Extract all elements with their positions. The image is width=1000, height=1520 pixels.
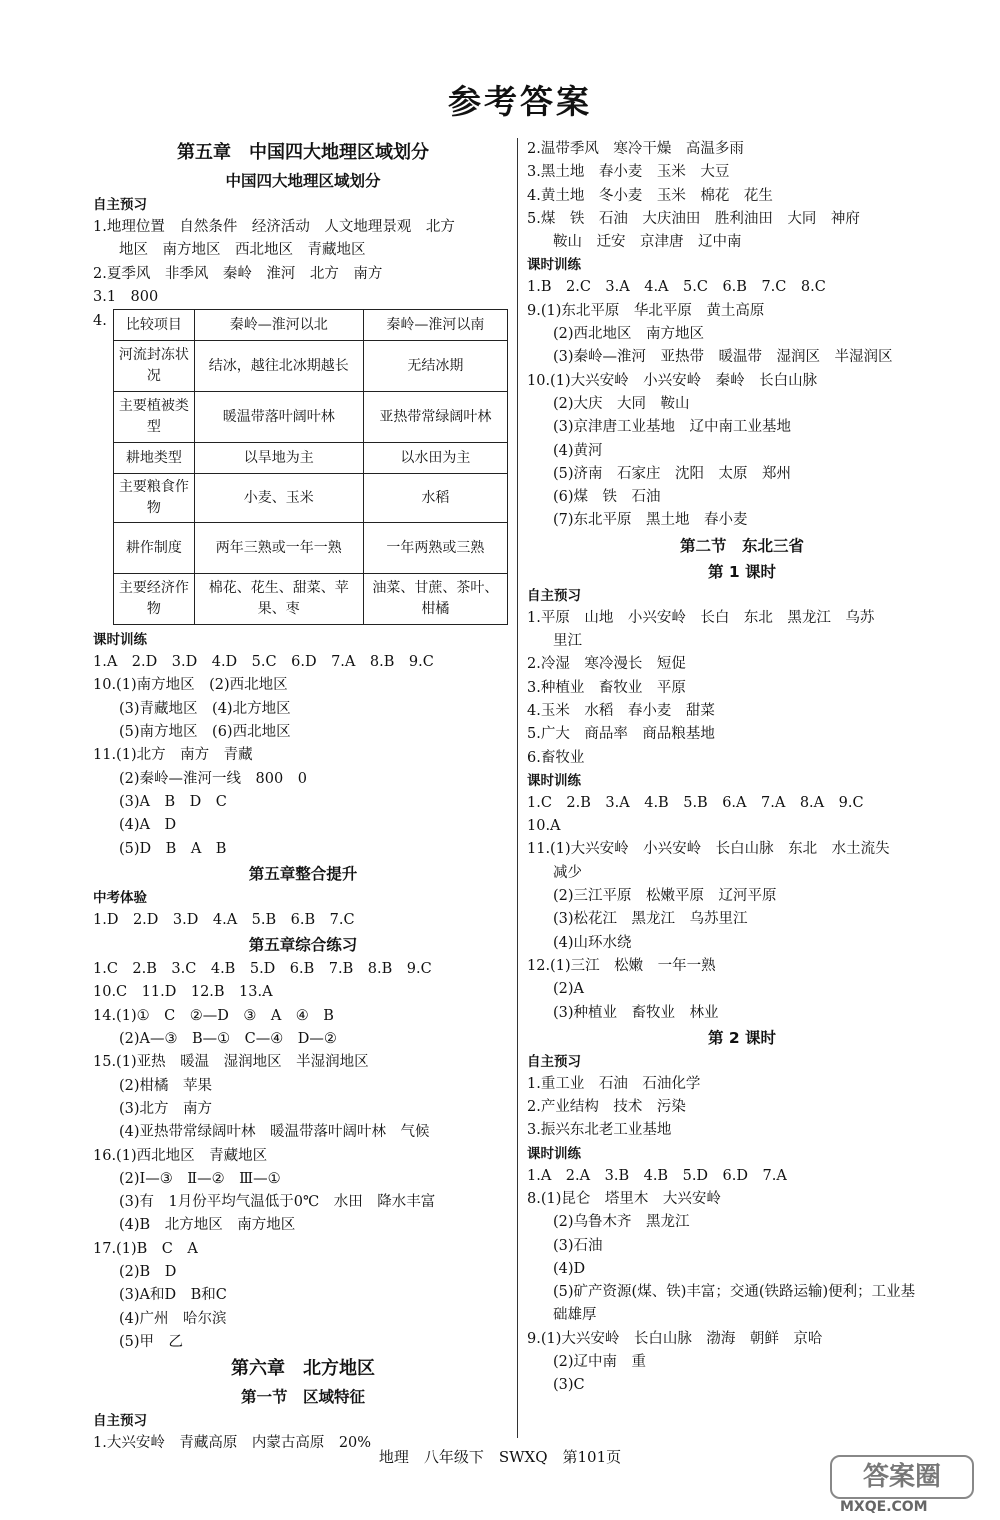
- table-cell: 比较项目: [114, 310, 195, 341]
- table-cell: 暖温带落叶阔叶林: [194, 392, 363, 443]
- comparison-table-wrap: [93, 309, 513, 625]
- table-cell: 秦岭—淮河以北: [194, 310, 363, 341]
- integration-title: 第五章整合提升: [248, 864, 358, 883]
- answer-line: 6.畜牧业: [527, 749, 585, 766]
- answer-line: (2)辽中南 重: [553, 1354, 647, 1371]
- answer-line: 1.A 2.A 3.B 4.B 5.D 6.D 7.A: [527, 1167, 787, 1184]
- table-cell: 秦岭—淮河以南: [363, 310, 507, 341]
- answer-line: (5)南方地区 (6)西北地区: [119, 724, 291, 741]
- answer-line: (3)北方 南方: [119, 1100, 213, 1117]
- lesson1-title: 第 1 课时: [707, 562, 777, 581]
- preview-label: 自主预习: [527, 587, 581, 604]
- column-divider: [517, 138, 518, 1438]
- answer-line: 3.种植业 畜牧业 平原: [527, 679, 686, 696]
- table-cell: 河流封冻状况: [114, 341, 195, 392]
- table-number: 4.: [93, 313, 107, 330]
- page-title: 参考答案: [448, 82, 592, 121]
- answer-line: (3)A和D B和C: [119, 1287, 227, 1304]
- table-cell: 结冰，越往北冰期越长: [194, 341, 363, 392]
- table-cell: 小麦、玉米: [194, 474, 363, 523]
- answer-line: 8.(1)昆仑 塔里木 大兴安岭: [527, 1190, 721, 1207]
- watermark-logo: 答案圈: [830, 1455, 974, 1499]
- answer-line: (3)石油: [553, 1237, 603, 1254]
- training-label: 课时训练: [527, 1145, 581, 1162]
- right-column: [527, 138, 957, 1398]
- answer-line: (3)有 1月份平均气温低于0℃ 水田 降水丰富: [119, 1194, 436, 1211]
- answer-line: 2.夏季风 非季风 秦岭 淮河 北方 南方: [93, 265, 383, 282]
- answer-line: 10.A: [527, 818, 561, 835]
- table-cell: 水稻: [363, 474, 507, 523]
- answer-line: (4)山环水绕: [553, 934, 632, 951]
- training-label: 课时训练: [527, 772, 581, 789]
- answer-line: 础雄厚: [553, 1307, 597, 1324]
- answer-line: (4)广州 哈尔滨: [119, 1310, 227, 1327]
- table-cell: 油菜、甘蔗、茶叶、柑橘: [363, 574, 507, 625]
- preview-label: 自主预习: [93, 197, 147, 213]
- answer-line: 2.产业结构 技术 污染: [527, 1099, 686, 1116]
- answer-line: 9.(1)大兴安岭 长白山脉 渤海 朝鲜 京哈: [527, 1330, 823, 1347]
- lesson2-title: 第 2 课时: [707, 1028, 777, 1047]
- table-cell: 耕作制度: [114, 523, 195, 574]
- answer-line: 9.(1)东北平原 华北平原 黄土高原: [527, 302, 765, 319]
- answer-line: 5.煤 铁 石油 大庆油田 胜利油田 大同 神府: [527, 210, 860, 227]
- answer-line: (2)柑橘 苹果: [119, 1077, 213, 1094]
- answer-line: (7)东北平原 黑土地 春小麦: [553, 512, 748, 529]
- answer-line: 16.(1)西北地区 青藏地区: [93, 1147, 268, 1164]
- answer-line: (4)A D: [119, 817, 177, 834]
- section2-title: 第二节 东北三省: [679, 536, 804, 555]
- answer-line: (5)矿产资源(煤、铁)丰富；交通(铁路运输)便利；工业基: [553, 1284, 916, 1301]
- answer-line: 12.(1)三江 松嫩 一年一熟: [527, 957, 716, 974]
- answer-line: 1.大兴安岭 青藏高原 内蒙古高原 20%: [93, 1435, 372, 1452]
- answer-line: 5.广大 商品率 商品粮基地: [527, 726, 715, 743]
- left-column: [93, 138, 513, 1456]
- answer-line: 10.(1)大兴安岭 小兴安岭 秦岭 长白山脉: [527, 372, 818, 389]
- answer-line: (2)秦岭—淮河一线 800 0: [119, 770, 307, 787]
- answer-line: (3)C: [553, 1377, 585, 1394]
- answer-line: (2)三江平原 松嫩平原 辽河平原: [553, 888, 777, 905]
- preview-label: 自主预习: [527, 1053, 581, 1070]
- table-cell: 以旱地为主: [194, 443, 363, 474]
- answer-line: (2)西北地区 南方地区: [553, 326, 705, 343]
- section1-title: 第一节 区域特征: [240, 1388, 365, 1407]
- practice-title: 第五章综合练习: [248, 936, 358, 955]
- answer-line: (4)黄河: [553, 442, 603, 459]
- answer-line: 10.(1)南方地区 (2)西北地区: [93, 677, 288, 694]
- training-label: 课时训练: [527, 257, 581, 274]
- answer-line: 1.重工业 石油 石油化学: [527, 1075, 701, 1092]
- answer-line: (3)A B D C: [119, 793, 227, 810]
- preview-label: 自主预习: [93, 1413, 147, 1430]
- answer-line: (5)济南 石家庄 沈阳 太原 郑州: [553, 465, 792, 482]
- table-cell: 无结冰期: [363, 341, 507, 392]
- table-cell: 一年两熟或三熟: [363, 523, 507, 574]
- answer-line: 10.C 11.D 12.B 13.A: [93, 984, 273, 1001]
- answer-line: (4)亚热带常绿阔叶林 暖温带落叶阔叶林 气候: [119, 1124, 430, 1141]
- answer-line: (3)秦岭—淮河 亚热带 暖温带 湿润区 半湿润区: [553, 349, 893, 366]
- table-cell: 耕地类型: [114, 443, 195, 474]
- answer-line: 11.(1)大兴安岭 小兴安岭 长白山脉 东北 水土流失: [527, 841, 890, 858]
- answer-line: 3.1 800: [93, 288, 159, 305]
- answer-line: (5)甲 乙: [119, 1333, 184, 1350]
- answer-line: (6)煤 铁 石油: [553, 489, 661, 506]
- answer-line: 4.玉米 水稻 春小麦 甜菜: [527, 702, 715, 719]
- answer-line: 1.D 2.D 3.D 4.A 5.B 6.B 7.C: [93, 911, 355, 928]
- answer-line: 里江: [553, 633, 582, 650]
- answer-line: 15.(1)亚热 暖温 湿润地区 半湿润地区: [93, 1054, 369, 1071]
- answer-line: 鞍山 迁安 京津唐 辽中南: [553, 234, 742, 251]
- answer-line: 1.A 2.D 3.D 4.D 5.C 6.D 7.A 8.B 9.C: [93, 654, 434, 671]
- answer-line: (2)Ⅰ—③ Ⅱ—② Ⅲ—①: [119, 1170, 281, 1187]
- answer-line: (5)D B A B: [119, 840, 227, 857]
- answer-line: (3)松花江 黑龙江 乌苏里江: [553, 911, 748, 928]
- answer-line: 1.C 2.B 3.C 4.B 5.D 6.B 7.B 8.B 9.C: [93, 961, 432, 978]
- answer-line: 2.温带季风 寒冷干燥 高温多雨: [527, 141, 744, 157]
- answer-line: 1.C 2.B 3.A 4.B 5.B 6.A 7.A 8.A 9.C: [527, 794, 864, 811]
- answer-line: 1.B 2.C 3.A 4.A 5.C 6.B 7.C 8.C: [527, 279, 826, 296]
- answer-line: (4)D: [553, 1260, 586, 1277]
- answer-line: (2)A: [553, 981, 585, 998]
- table-cell: 亚热带常绿阔叶林: [363, 392, 507, 443]
- answer-line: 1.平原 山地 小兴安岭 长白 东北 黑龙江 乌苏: [527, 609, 875, 626]
- zhongkao-label: 中考体验: [93, 889, 147, 906]
- answer-line: 地区 南方地区 西北地区 青藏地区: [119, 242, 366, 259]
- page-footer: 地理 八年级下 SWXQ 第101页: [378, 1448, 622, 1466]
- answer-line: (3)青藏地区 (4)北方地区: [119, 700, 291, 717]
- chapter6-title: 第六章 北方地区: [231, 1358, 375, 1380]
- answer-line: (2)A—③ B—① C—④ D—②: [119, 1031, 337, 1048]
- answer-line: 14.(1)① C ②—D ③ A ④ B: [93, 1007, 334, 1024]
- answer-line: 减少: [553, 864, 582, 881]
- answer-line: 3.黑土地 春小麦 玉米 大豆: [527, 164, 730, 181]
- answer-line: 1.地理位置 自然条件 经济活动 人文地理景观 北方: [93, 219, 455, 235]
- table-cell: 两年三熟或一年一熟: [194, 523, 363, 574]
- table-cell: 主要粮食作物: [114, 474, 195, 523]
- answer-line: (3)京津唐工业基地 辽中南工业基地: [553, 419, 792, 436]
- answer-line: (2)乌鲁木齐 黑龙江: [553, 1214, 690, 1231]
- table-cell: 主要经济作物: [114, 574, 195, 625]
- comparison-table: [113, 309, 508, 625]
- answer-line: 4.黄土地 冬小麦 玉米 棉花 花生: [527, 187, 773, 204]
- answer-line: 2.冷湿 寒冷漫长 短促: [527, 656, 686, 673]
- answer-line: (2)B D: [119, 1264, 177, 1281]
- answer-line: 11.(1)北方 南方 青藏: [93, 747, 253, 764]
- chapter5-title: 第五章 中国四大地理区域划分: [177, 142, 429, 163]
- table-cell: 以水田为主: [363, 443, 507, 474]
- training-label: 课时训练: [93, 632, 147, 649]
- table-cell: 主要植被类型: [114, 392, 195, 443]
- watermark: [830, 1455, 980, 1515]
- table-cell: 棉花、花生、甜菜、苹果、枣: [194, 574, 363, 625]
- watermark-url: MXQE.COM: [840, 1499, 928, 1515]
- answer-line: (4)B 北方地区 南方地区: [119, 1217, 296, 1234]
- answer-line: (2)大庆 大同 鞍山: [553, 395, 690, 412]
- answer-line: 17.(1)B C A: [93, 1240, 198, 1257]
- answer-line: 3.振兴东北老工业基地: [527, 1122, 672, 1139]
- section-title: 中国四大地理区域划分: [225, 172, 381, 190]
- answer-line: (3)种植业 畜牧业 林业: [553, 1004, 719, 1021]
